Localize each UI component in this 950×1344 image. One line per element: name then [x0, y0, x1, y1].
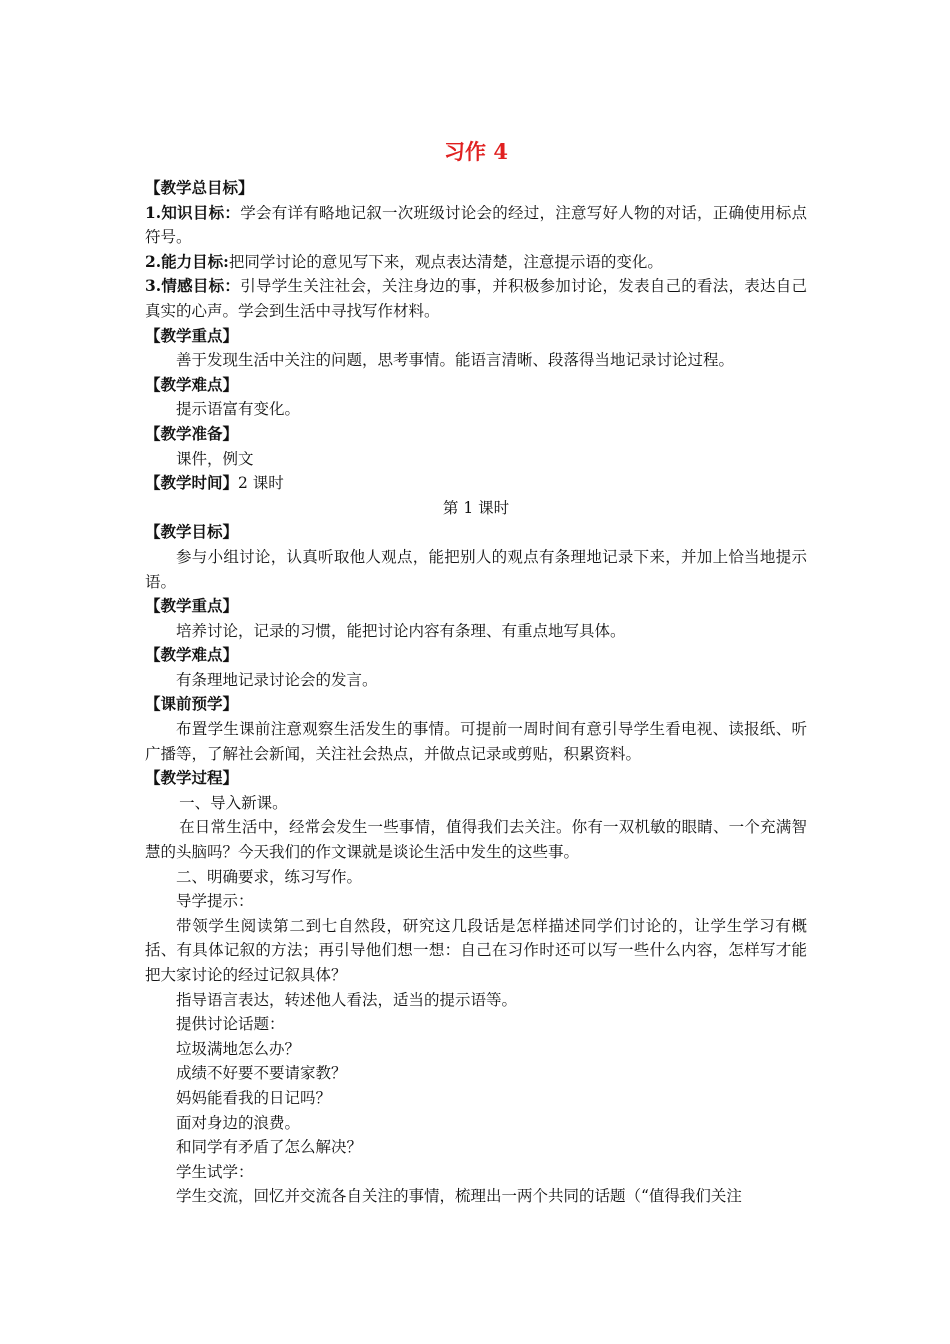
process-step: 一、导入新课。 [179, 793, 288, 812]
lesson1-diff-heading: 【教学难点】 [145, 645, 239, 665]
difficulties-text: 提示语富有变化。 [176, 400, 301, 419]
preparation-text: 课件，例文 [176, 449, 254, 468]
time-text: 2 课时 [238, 474, 284, 493]
goal-emotion-text: 引导学生关注社会，关注身边的事，并积极参加讨论，发表自己的看法，表达自己真实的心声。学会到生活中寻找写作材料。 [145, 277, 807, 320]
process-step: 学生试学： [176, 1162, 254, 1181]
topic-item: 成绩不好要不要请家教？ [176, 1064, 347, 1083]
process-step: 带领学生阅读第二到七自然段，研究这几段话是怎样描述同学们讨论的，让学生学习有概括、有具体记叙的方法；再引导他们想一想：自己在习作时还可以写一些什么内容，怎样写才能把大家讨论的经过记叙具体？ [145, 916, 807, 984]
goal-knowledge [145, 201, 807, 250]
process-step: 指导语言表达，转述他人看法，适当的提示语等。 [176, 990, 518, 1009]
process-step: 提供讨论话题： [176, 1015, 285, 1034]
difficulties-heading: 【教学难点】 [145, 374, 239, 394]
process-step: 学生交流，回忆并交流各自关注的事情，梳理出一两个共同的话题（“值得我们关注 [176, 1187, 742, 1206]
lesson1-key-heading: 【教学重点】 [145, 596, 239, 616]
lesson1-goals-heading: 【教学目标】 [145, 522, 239, 542]
goal-ability-label: 2.能力目标: [145, 251, 229, 271]
time-line [145, 471, 807, 496]
goal-ability [145, 250, 807, 275]
process-step: 二、明确要求，练习写作。 [176, 867, 363, 886]
lesson1-diff-text: 有条理地记录讨论会的发言。 [176, 670, 378, 689]
topic-item: 和同学有矛盾了怎么解决？ [176, 1138, 363, 1157]
topic-item: 面对身边的浪费。 [176, 1113, 301, 1132]
document-title: 习作 4 [444, 139, 508, 164]
goal-knowledge-label: 1.知识目标： [145, 202, 241, 222]
lesson1-process-heading: 【教学过程】 [145, 768, 239, 788]
topic-item: 妈妈能看我的日记吗？ [176, 1088, 332, 1107]
overall-goals-heading: 【教学总目标】 [145, 178, 254, 197]
time-heading: 【教学时间】 [145, 473, 239, 493]
goal-ability-text: 把同学讨论的意见写下来，观点表达清楚，注意提示语的变化。 [228, 252, 663, 271]
topic-item: 垃圾满地怎么办？ [176, 1039, 301, 1058]
process-step: 在日常生活中，经常会发生一些事情，值得我们去关注。你有一双机敏的眼睛、一个充满智慧的头脑吗？今天我们的作文课就是谈论生活中发生的这些事。 [145, 818, 807, 862]
process-step: 导学提示： [176, 892, 254, 911]
preparation-heading: 【教学准备】 [145, 423, 239, 443]
lesson1-goals-text: 参与小组讨论，认真听取他人观点，能把别人的观点有条理地记录下来，并加上恰当地提示语。 [145, 547, 807, 591]
lesson1-preview-heading: 【课前预学】 [145, 694, 239, 714]
key-points-text: 善于发现生活中关注的问题，思考事情。能语言清晰、段落得当地记录讨论过程。 [176, 351, 735, 370]
lesson1-key-text: 培养讨论，记录的习惯，能把讨论内容有条理、有重点地写具体。 [176, 621, 626, 640]
lesson1-preview-text: 布置学生课前注意观察生活发生的事情。可提前一周时间有意引导学生看电视、读报纸、听广播等，了解社会新闻，关注社会热点，并做点记录或剪贴，积累资料。 [145, 720, 807, 763]
document-page [145, 138, 807, 1209]
lesson1-title: 第 1 课时 [442, 498, 510, 517]
goal-emotion-label: 3.情感目标： [145, 276, 241, 296]
key-points-heading: 【教学重点】 [145, 325, 239, 345]
goal-knowledge-text: 学会有详有略地记叙一次班级讨论会的经过，注意写好人物的对话，正确使用标点符号。 [145, 203, 807, 247]
goal-emotion [145, 274, 807, 323]
